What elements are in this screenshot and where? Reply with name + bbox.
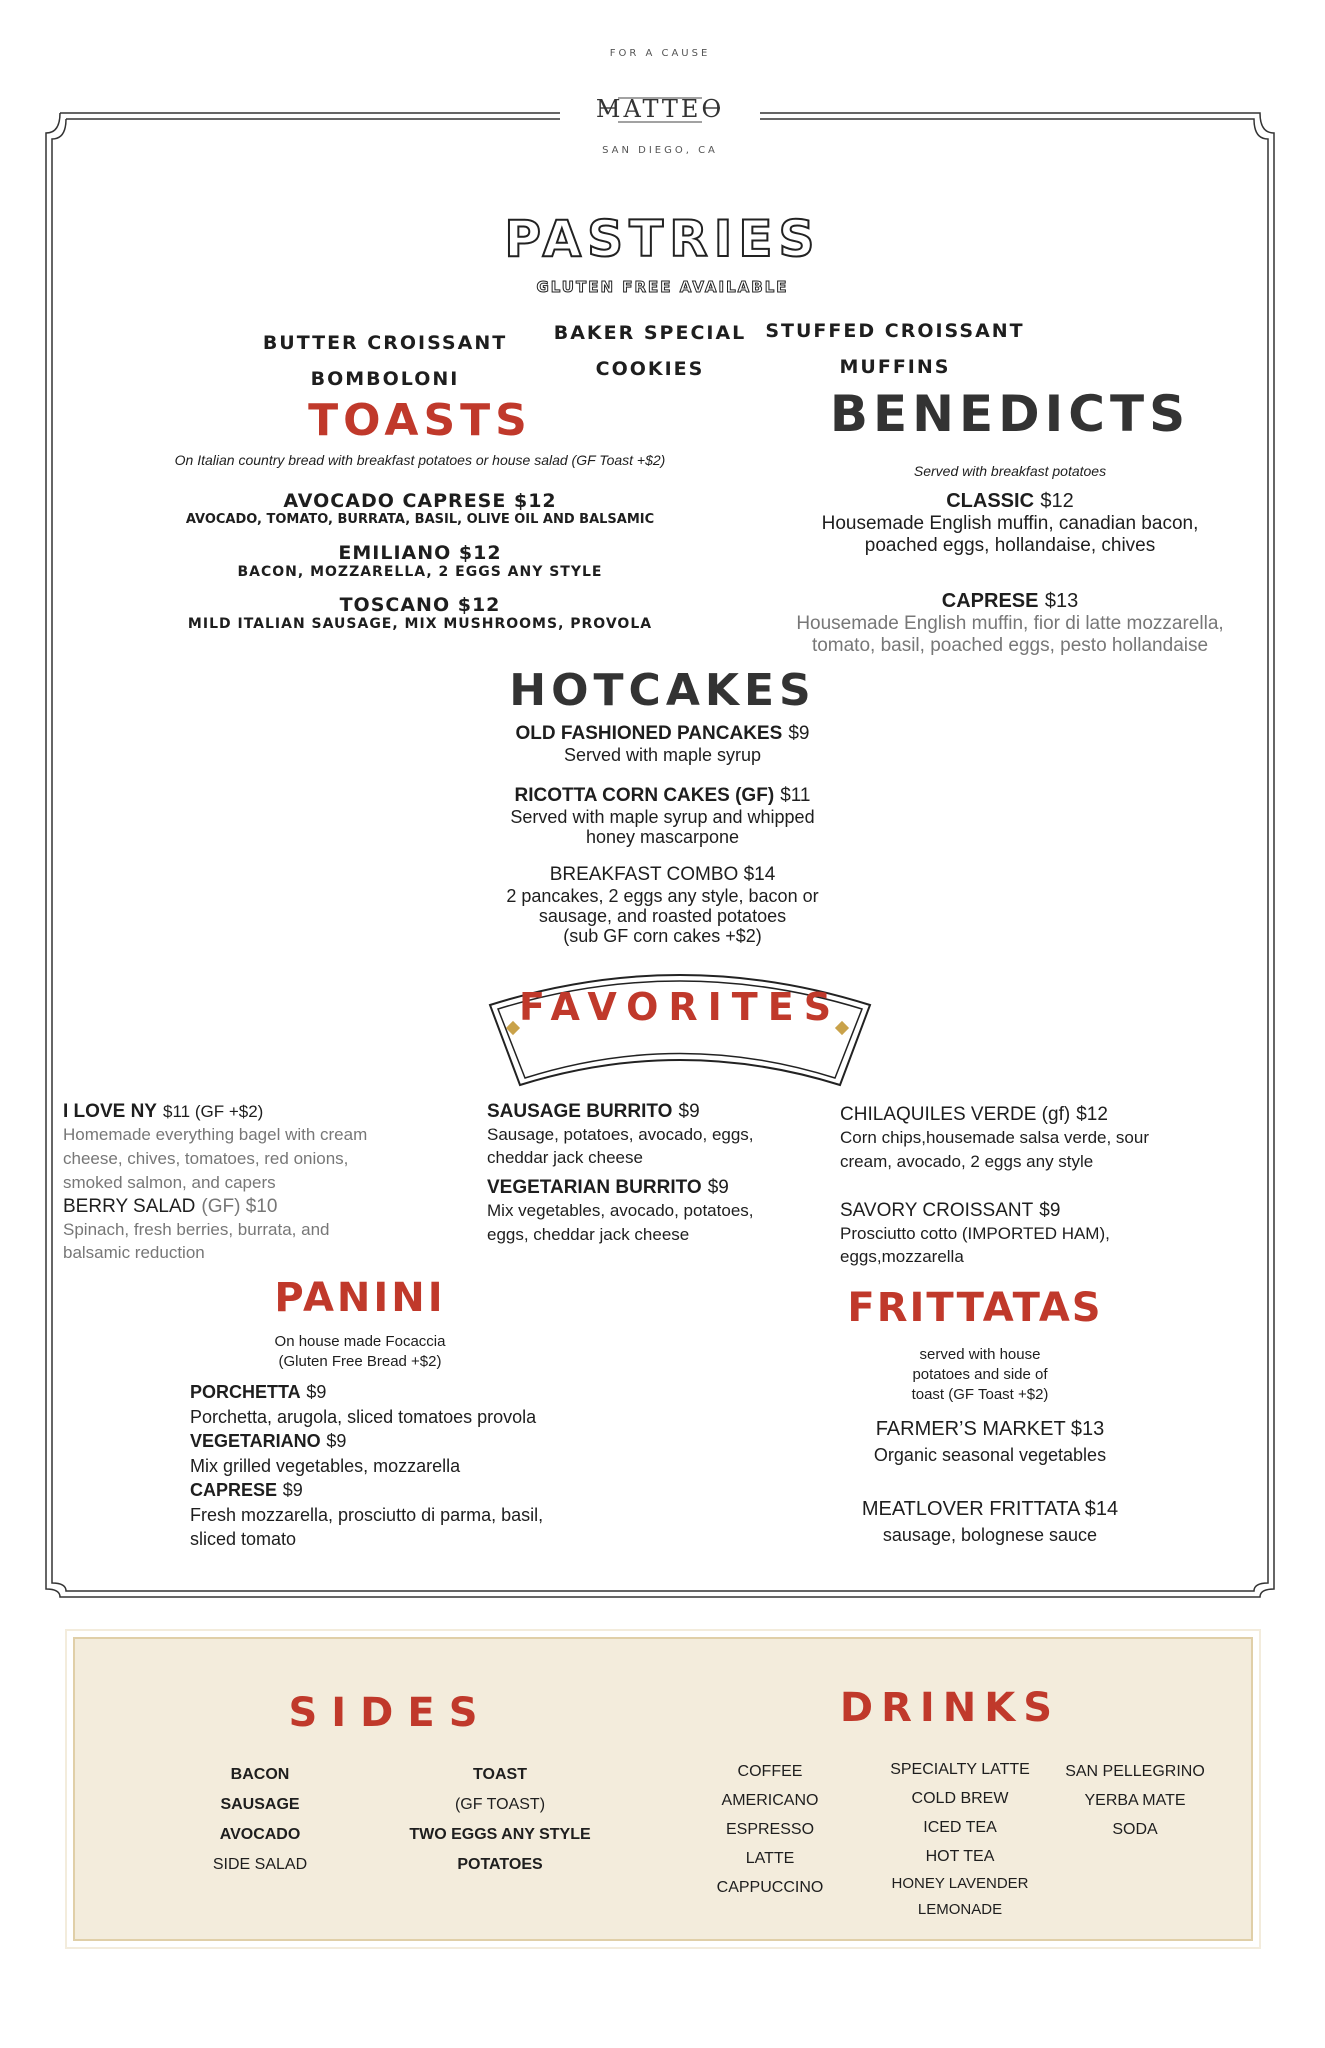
frittata-price: $13 (1070, 1418, 1105, 1440)
logo-bottom-text: SAN DIEGO, CA (602, 145, 718, 156)
toast-price: $12 (513, 490, 557, 512)
drink-item: SPECIALTY LATTE (890, 1761, 1030, 1778)
favorite-price: $11 (GF +$2) (163, 1102, 264, 1121)
drink-item: AMERICANO (721, 1792, 819, 1809)
pastry-item: COOKIES (595, 358, 705, 380)
benedict-desc: tomato, basil, poached eggs, pesto hollandaise (811, 635, 1209, 656)
frittatas-note (870, 1345, 1090, 1405)
drink-item: SODA (1112, 1821, 1158, 1838)
favorite-item (487, 1100, 837, 1176)
panini-desc: Mix grilled vegetables, mozzarella (190, 1456, 461, 1476)
panini-desc: sliced tomato (190, 1529, 297, 1549)
favorite-desc: eggs, cheddar jack cheese (487, 1225, 690, 1244)
benedict-price: $13 (1044, 590, 1079, 612)
toast-name: AVOCADO CAPRESE (283, 490, 507, 512)
favorite-desc: balsamic reduction (63, 1243, 205, 1262)
pastry-item: MUFFINS (839, 356, 951, 378)
pastry-item: BOMBOLONI (310, 368, 460, 390)
drink-item: SAN PELLEGRINO (1065, 1763, 1205, 1780)
panini-item (190, 1380, 630, 1429)
frittata-name: FARMER’S MARKET (875, 1418, 1066, 1440)
frittata-item (800, 1498, 1180, 1546)
pastry-item: BAKER SPECIAL (553, 322, 747, 344)
side-item: TOAST (473, 1766, 527, 1783)
favorite-price: $12 (1076, 1104, 1108, 1125)
hotcake-desc: honey mascarpone (585, 827, 740, 847)
toast-item (130, 594, 710, 632)
favorite-desc: smoked salmon, and capers (63, 1173, 276, 1192)
hotcake-item (450, 784, 875, 864)
panini-title: PANINI (274, 1275, 446, 1321)
logo-name: MATTEO (595, 95, 725, 123)
side-item: AVOCADO (219, 1826, 301, 1843)
toast-item (130, 490, 710, 542)
pastries-title: PASTRIES (504, 210, 821, 268)
favorite-item (840, 1103, 1240, 1199)
pastry-item: BUTTER CROISSANT (262, 332, 508, 354)
side-item: POTATOES (457, 1856, 543, 1873)
panini-note-line: (Gluten Free Bread +$2) (278, 1353, 442, 1370)
frittata-desc: Organic seasonal vegetables (873, 1445, 1107, 1465)
favorite-name: BERRY SALAD (63, 1196, 196, 1217)
toasts-title: TOASTS (308, 395, 532, 446)
panini-price: $9 (326, 1431, 347, 1451)
favorite-name: I LOVE NY (63, 1101, 157, 1122)
favorite-desc: Spinach, fresh berries, burrata, and (63, 1220, 330, 1239)
benedict-name: CAPRESE (941, 590, 1039, 612)
frittatas-title: FRITTATAS (847, 1285, 1103, 1331)
favorite-price: (GF) $10 (201, 1196, 278, 1217)
panini-name: CAPRESE (190, 1480, 278, 1500)
drinks-title: DRINKS (839, 1685, 1061, 1731)
benedict-desc: Housemade English muffin, fior di latte mozzarella, (796, 613, 1224, 634)
side-item: BACON (230, 1766, 290, 1783)
benedicts-list (780, 488, 1240, 657)
drink-item: HONEY LAVENDER (891, 1875, 1029, 1892)
favorite-item (840, 1199, 1240, 1268)
hotcake-desc: sausage, and roasted potatoes (538, 906, 787, 926)
panini-desc: Porchetta, arugola, sliced tomatoes provola (190, 1407, 537, 1427)
toast-desc: BACON, MOZZARELLA, 2 EGGS ANY STYLE (237, 564, 603, 580)
drink-item: COFFEE (737, 1763, 803, 1780)
panini-desc: Fresh mozzarella, prosciutto di parma, basil, (190, 1505, 544, 1525)
benedicts-note: Served with breakfast potatoes (913, 463, 1107, 479)
drinks-col3 (1050, 1757, 1220, 1844)
drinks-col1 (690, 1757, 850, 1902)
panini-name: PORCHETTA (190, 1382, 301, 1402)
drink-item: HOT TEA (925, 1848, 995, 1865)
hotcake-item (450, 722, 875, 784)
drink-item: LATTE (745, 1850, 795, 1867)
favorite-price: $9 (678, 1101, 700, 1122)
favorite-desc: Mix vegetables, avocado, potatoes, (487, 1201, 754, 1220)
benedict-price: $12 (1040, 490, 1074, 512)
favorites-col2 (487, 1100, 837, 1247)
benedicts-title: BENEDICTS (829, 385, 1191, 443)
hotcake-price: $14 (743, 864, 776, 885)
favorite-desc: eggs,mozzarella (840, 1247, 964, 1266)
frittata-price: $14 (1084, 1498, 1119, 1520)
side-item: TWO EGGS ANY STYLE (409, 1826, 591, 1843)
frittatas-note-line: served with house (919, 1346, 1041, 1363)
favorite-name: SAVORY CROISSANT (840, 1200, 1034, 1221)
favorite-desc: Homemade everything bagel with cream (63, 1125, 368, 1144)
favorite-desc: cheese, chives, tomatoes, red onions, (63, 1149, 349, 1168)
drink-item: YERBA MATE (1084, 1792, 1186, 1809)
hotcake-price: $9 (788, 723, 810, 744)
benedict-item (780, 488, 1240, 588)
pastries-col2 (540, 315, 760, 387)
pastries-col1 (255, 325, 515, 397)
side-item: (GF TOAST) (454, 1796, 546, 1813)
favorite-desc: cheddar jack cheese (487, 1148, 643, 1167)
pastries-col3 (765, 313, 1025, 385)
favorites-col3 (840, 1103, 1240, 1268)
hotcake-desc: Served with maple syrup (563, 745, 762, 765)
frittatas-list (800, 1418, 1180, 1546)
benedict-name: CLASSIC (946, 490, 1035, 512)
favorites-title: FAVORITES (518, 985, 842, 1029)
favorite-price: $9 (1039, 1200, 1061, 1221)
favorite-name: VEGETARIAN BURRITO (487, 1177, 702, 1198)
favorite-price: $9 (707, 1177, 729, 1198)
favorite-name: SAUSAGE BURRITO (487, 1101, 673, 1122)
panini-name: VEGETARIANO (190, 1431, 321, 1451)
favorite-name: CHILAQUILES VERDE (gf) (840, 1104, 1071, 1125)
frittata-name: MEATLOVER FRITTATA (861, 1498, 1080, 1520)
hotcake-item (450, 864, 875, 946)
panini-item (190, 1478, 630, 1551)
benedict-item (780, 588, 1240, 657)
panini-note (230, 1332, 490, 1372)
frittata-desc: sausage, bolognese sauce (882, 1525, 1098, 1545)
benedict-desc: poached eggs, hollandaise, chives (864, 535, 1156, 556)
favorite-desc: Prosciutto cotto (IMPORTED HAM), (840, 1224, 1110, 1243)
frittata-item (800, 1418, 1180, 1498)
sides-title: SIDES (288, 1690, 492, 1736)
favorite-item (63, 1100, 463, 1195)
toast-name: TOSCANO (339, 594, 451, 616)
hotcake-name: BREAKFAST COMBO (549, 864, 739, 885)
favorite-desc: cream, avocado, 2 eggs any style (840, 1152, 1094, 1171)
hotcakes-title: HOTCAKES (509, 665, 816, 716)
sides-col1 (180, 1760, 340, 1880)
benedict-desc: Housemade English muffin, canadian bacon, (821, 513, 1199, 534)
side-item: SIDE SALAD (212, 1856, 308, 1873)
side-item: SAUSAGE (220, 1796, 300, 1813)
sides-col2 (380, 1760, 620, 1880)
drink-item: ICED TEA (923, 1819, 997, 1836)
toast-price: $12 (458, 542, 502, 564)
hotcake-desc: 2 pancakes, 2 eggs any style, bacon or (506, 886, 819, 906)
frittatas-note-line: potatoes and side of (912, 1366, 1048, 1383)
toast-desc: MILD ITALIAN SAUSAGE, MIX MUSHROOMS, PROVOLA (187, 616, 653, 632)
panini-note-line: On house made Focaccia (274, 1333, 446, 1350)
toasts-note: On Italian country bread with breakfast potatoes or house salad (GF Toast +$2) (174, 452, 666, 468)
hotcake-price: $11 (780, 785, 811, 806)
favorite-desc: Corn chips,housemade salsa verde, sour (840, 1128, 1149, 1147)
toast-name: EMILIANO (338, 542, 452, 564)
drinks-col2 (870, 1755, 1050, 1923)
frittatas-note-line: toast (GF Toast +$2) (911, 1386, 1049, 1403)
pastry-item: STUFFED CROISSANT (765, 320, 1025, 342)
hotcake-name: OLD FASHIONED PANCAKES (515, 723, 783, 744)
drink-item: ESPRESSO (725, 1821, 815, 1838)
favorite-item (487, 1176, 837, 1247)
panini-item (190, 1429, 630, 1478)
pastries-subtitle: GLUTEN FREE AVAILABLE (536, 278, 789, 296)
favorite-desc: Sausage, potatoes, avocado, eggs, (487, 1125, 754, 1144)
panini-price: $9 (282, 1480, 303, 1500)
hotcakes-list (450, 722, 875, 946)
drink-item: COLD BREW (911, 1790, 1009, 1807)
hotcake-name: RICOTTA CORN CAKES (GF) (514, 785, 775, 806)
favorites-col1 (63, 1100, 463, 1264)
panini-price: $9 (306, 1382, 327, 1402)
drink-item: LEMONADE (917, 1901, 1003, 1918)
drink-item: CAPPUCCINO (716, 1879, 824, 1896)
toast-item (130, 542, 710, 594)
hotcake-desc: (sub GF corn cakes +$2) (563, 926, 762, 946)
hotcake-desc: Served with maple syrup and whipped (510, 807, 815, 827)
toasts-list (130, 490, 710, 632)
logo-top-text: FOR A CAUSE (609, 48, 711, 59)
logo (560, 40, 760, 180)
toast-desc: AVOCADO, TOMATO, BURRATA, BASIL, OLIVE OIL AND BALSAMIC (185, 512, 655, 527)
panini-list (190, 1380, 630, 1551)
favorite-item (63, 1195, 463, 1264)
toast-price: $12 (457, 594, 501, 616)
